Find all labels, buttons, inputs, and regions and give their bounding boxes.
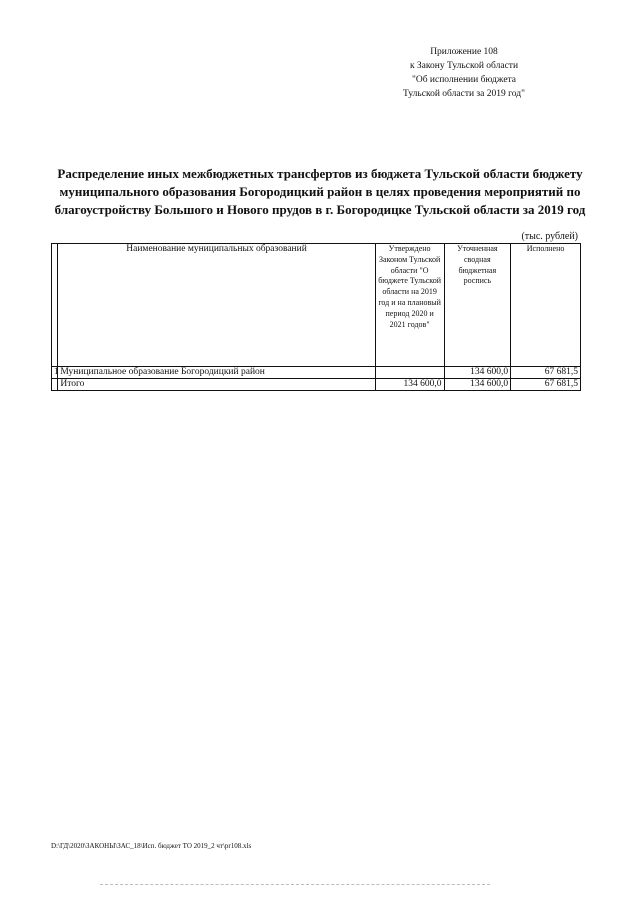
header-refined: Уточненная сводная бюджетная роспись [444, 244, 511, 367]
table-row [52, 367, 581, 379]
row-approved [375, 367, 444, 379]
header-name: Наименование муниципальных образований [58, 244, 375, 367]
units-label: (тыс. рублей) [521, 231, 578, 242]
header-approved: Утверждено Законом Тульской области "О бюджете Тульской области на 2019 год и на плановый период 2020 и 2021 годов" [375, 244, 444, 367]
row-name: Муниципальное образование Богородицкий район [58, 367, 375, 379]
appendix-line: "Об исполнении бюджета [411, 75, 517, 85]
title-line: муниципального образования Богородицкий район в целях проведения мероприятий по [59, 184, 581, 199]
title-line: Распределение иных межбюджетных трансфертов из бюджета Тульской области бюджету [57, 166, 583, 181]
total-executed: 67 681,5 [511, 379, 581, 391]
file-path-footer: D:\ГД\2020\ЗАКОНЫ\ЗАС_18\Исп. бюджет ТО 2019_2 чт\pr108.xls [51, 842, 252, 850]
total-refined: 134 600,0 [444, 379, 511, 391]
row-number: 1 [52, 367, 58, 379]
appendix-line: Приложение 108 [430, 47, 498, 57]
scan-artifact-line [100, 884, 490, 886]
row-refined: 134 600,0 [444, 367, 511, 379]
header-executed: Исполнено [511, 244, 581, 367]
title-line: благоустройству Большого и Нового прудов в г. Богородицке Тульской области за 2019 год [54, 202, 586, 217]
appendix-line: Тульской области за 2019 год" [403, 89, 525, 99]
document-title [40, 165, 600, 219]
row-executed: 67 681,5 [511, 367, 581, 379]
transfers-table [51, 243, 581, 391]
total-approved: 134 600,0 [375, 379, 444, 391]
total-row [52, 379, 581, 391]
appendix-reference [384, 45, 544, 101]
total-label: Итого [58, 379, 375, 391]
table-header-row [52, 244, 581, 367]
appendix-line: к Закону Тульской области [409, 61, 519, 71]
